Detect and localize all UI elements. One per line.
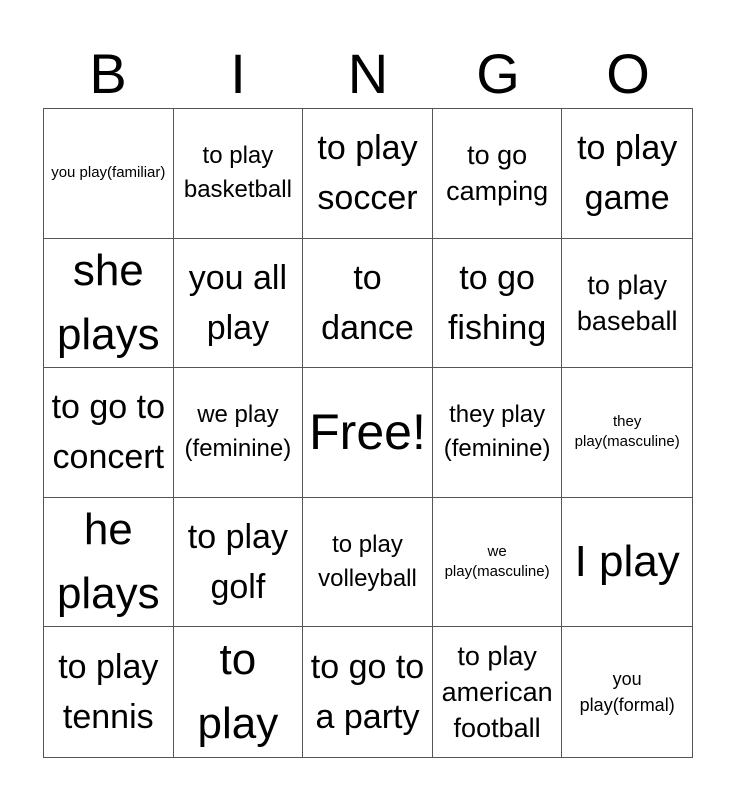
bingo-cell[interactable]: they play(masculine)	[562, 368, 692, 498]
header-letter-b: B	[89, 42, 127, 105]
bingo-cell[interactable]: I play	[562, 498, 692, 628]
bingo-cell[interactable]: to play	[174, 627, 304, 757]
header-letter-o: O	[606, 42, 650, 105]
bingo-cell[interactable]: you play(formal)	[579, 669, 675, 716]
bingo-cell[interactable]: to play american football	[433, 627, 563, 757]
header-letter-n: N	[347, 42, 389, 105]
bingo-cell[interactable]: they play (feminine)	[433, 368, 563, 498]
bingo-cell[interactable]: to dance	[303, 239, 433, 369]
bingo-cell[interactable]: to play soccer	[303, 109, 433, 239]
bingo-grid	[43, 108, 693, 758]
bingo-cell[interactable]: to go fishing	[433, 239, 563, 369]
bingo-cell[interactable]: you all play	[174, 239, 304, 369]
header-letter-i: I	[230, 42, 246, 105]
bingo-cell[interactable]: to go to concert	[44, 368, 174, 498]
bingo-cell[interactable]: you play(familiar)	[44, 109, 174, 239]
bingo-cell[interactable]: we play(masculine)	[433, 498, 563, 628]
bingo-cell[interactable]: she plays	[44, 239, 174, 369]
bingo-cell[interactable]: to play game	[562, 109, 692, 239]
bingo-cell[interactable]: to go camping	[433, 109, 563, 239]
bingo-cell[interactable]: to play baseball	[562, 239, 692, 369]
bingo-cell[interactable]: to play tennis	[44, 627, 174, 757]
bingo-cell[interactable]: we play (feminine)	[174, 368, 304, 498]
header-letter-g: G	[476, 42, 520, 105]
bingo-header	[43, 40, 693, 108]
bingo-cell[interactable]: to play basketball	[174, 109, 304, 239]
bingo-cell[interactable]: he plays	[44, 498, 174, 628]
bingo-cell[interactable]: to play golf	[174, 498, 304, 628]
bingo-cell[interactable]: to go to a party	[303, 627, 433, 757]
bingo-cell[interactable]: to play volleyball	[303, 498, 433, 628]
free-space[interactable]: Free!	[303, 368, 433, 498]
